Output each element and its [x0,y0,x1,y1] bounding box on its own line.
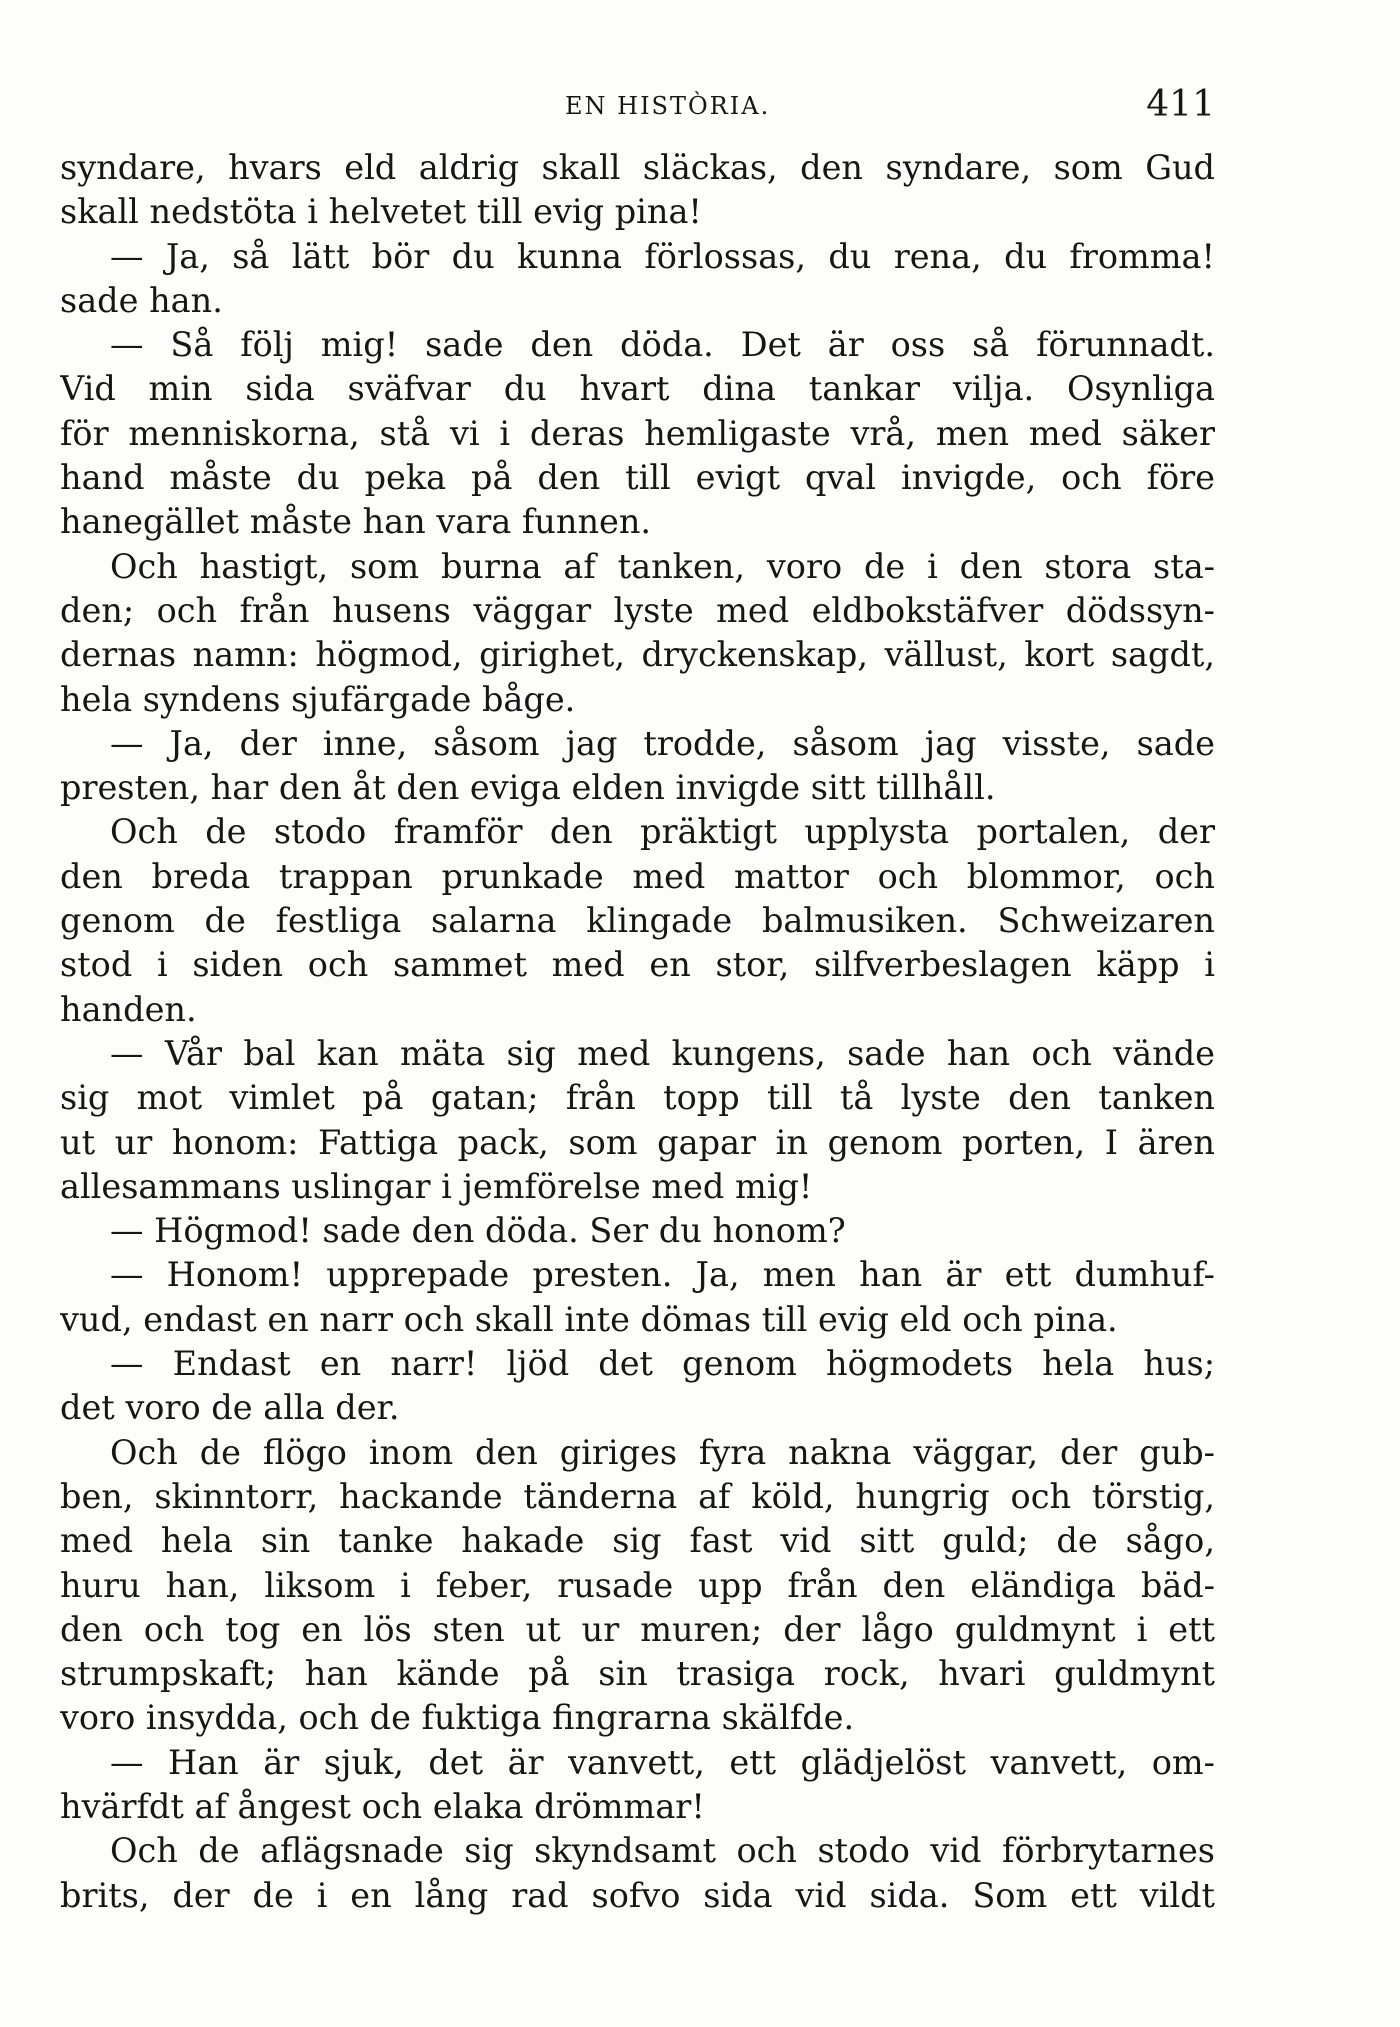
text-line: den breda trappan prunkade med mattor och blommor, och [60,856,1215,896]
text-line: Och hastigt, som burna af tanken, voro de i den stora sta- [110,546,1215,586]
text-line: den; och från husens väggar lyste med eldbokstäfver dödssyn- [60,590,1215,630]
text-line: strumpskaft; han kände på sin trasiga rock, hvari guldmynt [60,1654,1215,1694]
text-line: Vid min sida sväfvar du hvart dina tankar vilja. Osynliga [60,369,1215,409]
text-line: presten, har den åt den eviga elden invigde sitt tillhåll. [60,768,996,808]
text-line: med hela sin tanke hakade sig fast vid sitt guld; de sågo, [60,1521,1215,1561]
text-line: för menniskorna, stå vi i deras hemligaste vrå, men med säker [60,413,1215,453]
text-line: Och de flögo inom den giriges fyra nakna väggar, der gub- [110,1432,1215,1472]
text-line: — Högmod! sade den döda. Ser du honom? [110,1211,846,1251]
text-line: — Ja, der inne, såsom jag trodde, såsom jag visste, sade [110,723,1215,763]
text-line: Och de stodo framför den präktigt upplysta portalen, der [110,812,1215,852]
text-line: hand måste du peka på den till evigt qval invigde, och före [60,458,1215,498]
page-number: 411 [1146,84,1215,125]
text-line: sig mot vimlet på gatan; från topp till tå lyste den tanken [60,1078,1215,1118]
text-line: den och tog en lös sten ut ur muren; der lågo guldmynt i ett [60,1609,1215,1649]
text-line: allesammans uslingar i jemförelse med mig! [60,1166,813,1206]
text-line: voro insydda, och de fuktiga fingrarna skälfde. [60,1698,855,1738]
text-line: — Ja, så lätt bör du kunna förlossas, du rena, du fromma! [110,236,1215,276]
text-line: stod i siden och sammet med en stor, silfverbeslagen käpp i [60,945,1215,985]
body-text [60,146,1215,1918]
text-line: — Han är sjuk, det är vanvett, ett glädjelöst vanvett, om- [110,1742,1215,1782]
text-line: hela syndens sjufärgade båge. [60,679,576,719]
running-title: EN HISTÒRIA. [565,92,771,120]
text-line: — Vår bal kan mäta sig med kungens, sade han och vände [110,1033,1215,1073]
text-line: — Så följ mig! sade den döda. Det är oss så förunnadt. [110,325,1215,365]
text-line: syndare, hvars eld aldrig skall släckas, den syndare, som Gud [60,148,1215,187]
text-line: skall nedstöta i helvetet till evig pina! [60,192,702,232]
text-line: Och de aflägsnade sig skyndsamt och stodo vid förbrytarnes [110,1831,1215,1871]
text-line: handen. [60,989,197,1029]
text-line: huru han, liksom i feber, rusade upp från den eländiga bäd- [60,1565,1215,1605]
text-line: ben, skinntorr, hackande tänderna af köld, hungrig och törstig, [60,1476,1215,1516]
text-line: — Honom! upprepade presten. Ja, men han är ett dumhuf- [110,1255,1215,1295]
text-line: ut ur honom: Fattiga pack, som gapar in genom porten, I ären [60,1122,1215,1162]
running-head [60,86,1215,136]
text-line: genom de festliga salarna klingade balmusiken. Schweizaren [60,901,1215,941]
text-line: hvärfdt af ångest och elaka drömmar! [60,1786,705,1826]
text-line: sade han. [60,280,223,320]
text-line: — Endast en narr! ljöd det genom högmodets hela hus; [110,1344,1215,1384]
text-line: brits, der de i en lång rad sofvo sida vid sida. Som ett vildt [60,1875,1215,1915]
text-line: det voro de alla der. [60,1388,400,1428]
text-line: hanegället måste han vara funnen. [60,502,652,542]
text-line: vud, endast en narr och skall inte dömas till evig eld och pina. [60,1299,1118,1339]
text-line: dernas namn: högmod, girighet, dryckenskap, vällust, kort sagdt, [60,635,1215,675]
